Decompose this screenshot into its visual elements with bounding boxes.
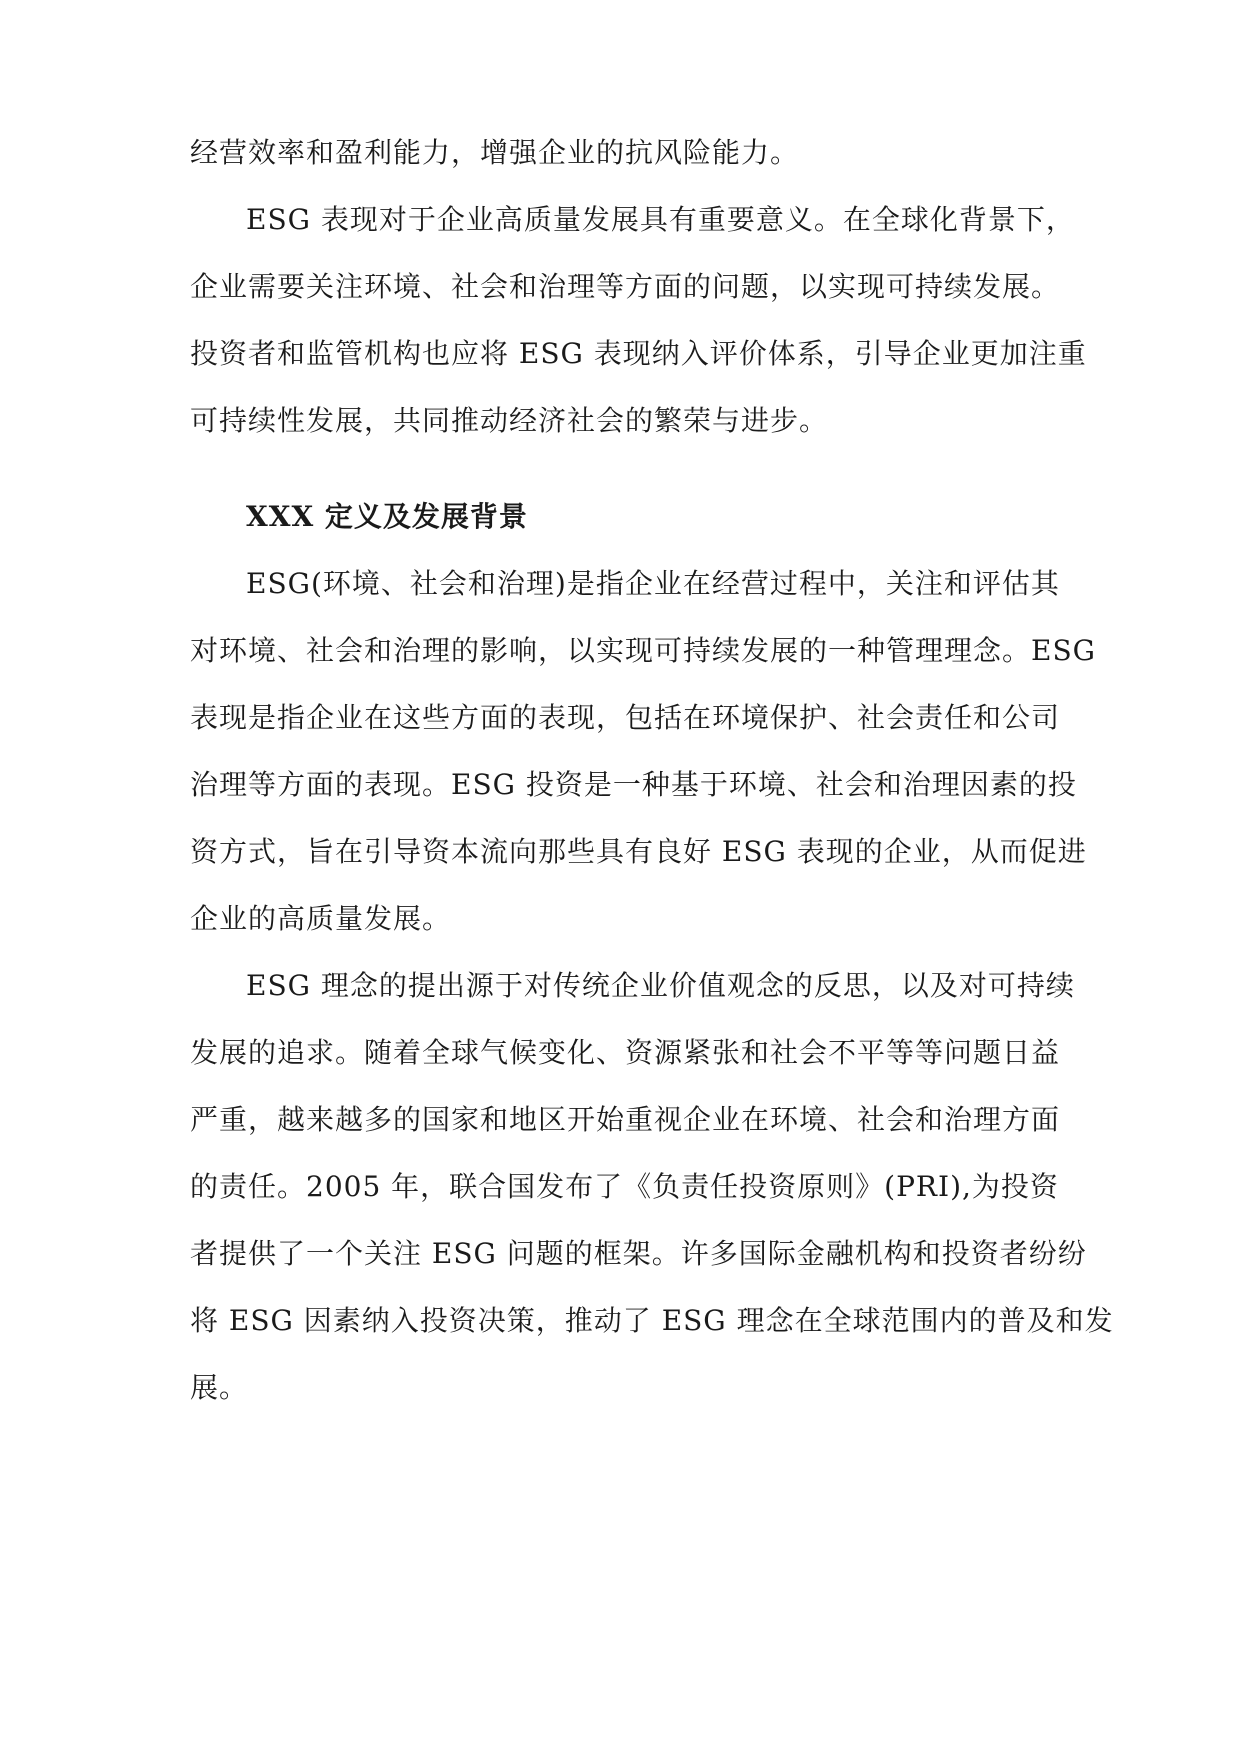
paragraph-line: 对环境、社会和治理的影响，以实现可持续发展的一种管理理念。ESG: [190, 634, 1096, 667]
paragraph-line: 严重，越来越多的国家和地区开始重视企业在环境、社会和治理方面: [190, 1103, 1061, 1136]
paragraph-line: 企业需要关注环境、社会和治理等方面的问题，以实现可持续发展。: [190, 270, 1061, 303]
paragraph-line: 资方式，旨在引导资本流向那些具有良好 ESG 表现的企业，从而促进: [190, 835, 1087, 868]
paragraph-line: ESG(环境、社会和治理)是指企业在经营过程中，关注和评估其: [246, 567, 1060, 600]
paragraph-line: 经营效率和盈利能力，增强企业的抗风险能力。: [190, 136, 800, 169]
paragraph-line: 者提供了一个关注 ESG 问题的框架。许多国际金融机构和投资者纷纷: [190, 1237, 1087, 1270]
paragraph-line: 表现是指企业在这些方面的表现，包括在环境保护、社会责任和公司: [190, 701, 1061, 734]
paragraph-line: 企业的高质量发展。: [190, 902, 452, 935]
paragraph-line: ESG 表现对于企业高质量发展具有重要意义。在全球化背景下，: [246, 203, 1075, 236]
paragraph-line: 的责任。2005 年，联合国发布了《负责任投资原则》(PRI),为投资: [190, 1170, 1059, 1203]
section-heading: XXX 定义及发展背景: [246, 500, 528, 533]
paragraph-line: 投资者和监管机构也应将 ESG 表现纳入评价体系，引导企业更加注重: [190, 337, 1087, 370]
paragraph-line: 治理等方面的表现。ESG 投资是一种基于环境、社会和治理因素的投: [190, 768, 1077, 801]
paragraph-line: 将 ESG 因素纳入投资决策，推动了 ESG 理念在全球范围内的普及和发: [190, 1304, 1114, 1337]
paragraph-line: ESG 理念的提出源于对传统企业价值观念的反思，以及对可持续: [246, 969, 1075, 1002]
paragraph-line: 可持续性发展，共同推动经济社会的繁荣与进步。: [190, 404, 829, 437]
paragraph-line: 展。: [190, 1371, 249, 1404]
paragraph-line: 发展的追求。随着全球气候变化、资源紧张和社会不平等等问题日益: [190, 1036, 1061, 1069]
